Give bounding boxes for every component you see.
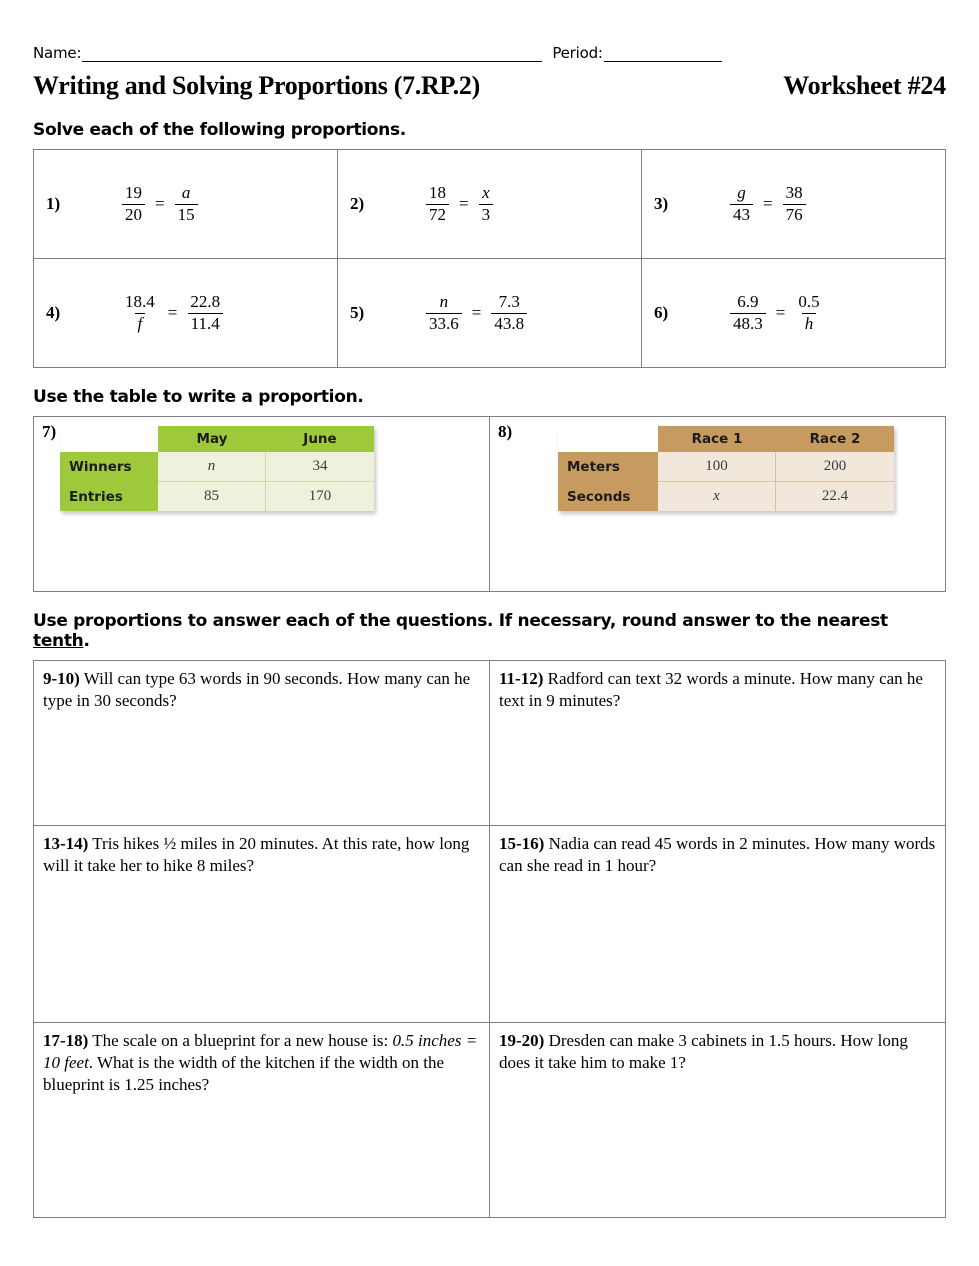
proportions-grid	[33, 149, 946, 368]
numerator: x	[482, 182, 490, 202]
denominator: h	[802, 313, 817, 334]
problem-body: Will can type 63 words in 90 seconds. How many can he type in 30 seconds?	[43, 669, 471, 710]
problem-math-expression: 0.5 inches = 10 feet	[43, 1031, 478, 1072]
problem-body-part-1: The scale on a blueprint for a new house is:	[88, 1031, 393, 1050]
winners-entries-table	[60, 426, 374, 511]
word-heading-underlined-word: tenth	[33, 631, 84, 651]
denominator: 43.8	[491, 313, 527, 334]
page-title: Writing and Solving Proportions (7.RP.2)	[33, 71, 480, 100]
equation-5	[382, 292, 527, 334]
table-row	[34, 1023, 946, 1218]
problem-number: 3)	[654, 194, 669, 213]
table-row	[558, 452, 894, 482]
problem-body: Radford can text 32 words a minute. How many can he text in 9 minutes?	[499, 669, 923, 710]
numerator: 38	[785, 182, 803, 202]
table-row	[60, 452, 374, 482]
denominator: f	[135, 313, 146, 334]
name-label: Name:	[33, 44, 82, 62]
fraction-right	[479, 183, 494, 225]
problem-number: 19-20)	[499, 1031, 545, 1050]
equals-sign: =	[471, 303, 482, 322]
table-row	[34, 150, 946, 259]
proportion-cell-5[interactable]	[338, 259, 642, 368]
problem-number: 2)	[350, 194, 365, 213]
fraction-right	[187, 292, 223, 334]
equals-sign: =	[155, 194, 165, 213]
table-row	[60, 426, 374, 452]
table-corner-blank	[558, 426, 658, 452]
proportion-cell-6[interactable]	[642, 259, 946, 368]
worksheet-number: Worksheet #24	[783, 71, 946, 100]
word-problem-9-10[interactable]	[34, 661, 490, 826]
proportion-cell-1[interactable]	[34, 150, 338, 259]
fraction-right	[175, 183, 198, 225]
table-corner-blank	[60, 426, 158, 452]
word-problem-19-20[interactable]	[490, 1023, 946, 1218]
cell-meters-race-2: 200	[776, 452, 894, 482]
problem-number: 9-10)	[43, 669, 80, 688]
column-header-race-2: Race 2	[776, 426, 894, 452]
equals-sign: =	[775, 303, 786, 322]
table-question-8[interactable]	[490, 417, 946, 592]
table-row	[558, 482, 894, 511]
fraction-left	[730, 183, 753, 225]
equation-4	[78, 292, 223, 334]
problem-number: 17-18)	[43, 1031, 89, 1050]
cell-meters-race-1: 100	[658, 452, 776, 482]
equation-2	[382, 183, 493, 225]
denominator: 3	[479, 204, 494, 225]
numerator: 6.9	[737, 291, 759, 311]
problem-number: 5)	[350, 303, 365, 322]
equals-sign: =	[167, 303, 178, 322]
numerator: 7.3	[498, 291, 520, 311]
denominator: 43	[730, 204, 753, 225]
word-problem-text	[43, 833, 480, 877]
equation-6	[686, 292, 823, 334]
numerator: 22.8	[190, 291, 221, 311]
fraction-right	[795, 292, 822, 334]
problem-body-part-2: . What is the width of the kitchen if the width on the blueprint is 1.25 inches?	[43, 1052, 444, 1094]
row-header-seconds: Seconds	[558, 482, 658, 511]
solve-section-heading: Solve each of the following proportions.	[33, 120, 406, 140]
cell-winners-may: n	[158, 452, 266, 482]
period-label: Period:	[552, 44, 603, 62]
numerator: 19	[125, 182, 142, 202]
word-problem-text	[43, 1030, 480, 1095]
mini-table-wrapper-green	[42, 426, 481, 511]
denominator: 15	[175, 204, 198, 225]
denominator: 11.4	[188, 313, 223, 334]
meters-seconds-table	[558, 426, 894, 511]
problem-number: 4)	[46, 303, 61, 322]
title-row	[33, 71, 946, 101]
numerator: 0.5	[798, 291, 820, 311]
word-heading-text-after: .	[83, 631, 90, 651]
column-header-race-1: Race 1	[658, 426, 776, 452]
numerator: a	[181, 182, 191, 202]
problem-number: 6)	[654, 303, 669, 322]
equals-sign: =	[459, 194, 469, 213]
equation-3	[686, 183, 806, 225]
proportion-cell-2[interactable]	[338, 150, 642, 259]
denominator: 33.6	[426, 313, 462, 334]
numerator: g	[737, 182, 746, 202]
table-questions-grid	[33, 416, 946, 592]
proportion-cell-4[interactable]	[34, 259, 338, 368]
word-problem-text	[499, 668, 936, 712]
cell-winners-june: 34	[266, 452, 374, 482]
numerator: 18.4	[125, 291, 155, 311]
row-header-winners: Winners	[60, 452, 158, 482]
proportion-cell-3[interactable]	[642, 150, 946, 259]
table-row	[34, 259, 946, 368]
fraction-left	[730, 292, 766, 334]
row-header-entries: Entries	[60, 482, 158, 511]
denominator: 20	[122, 204, 145, 225]
fraction-right	[783, 183, 806, 225]
equation-1	[78, 183, 198, 225]
cell-entries-may: 85	[158, 482, 266, 511]
word-problem-text	[499, 833, 936, 877]
problem-number: 11-12)	[499, 669, 544, 688]
name-period-row	[33, 0, 946, 62]
cell-seconds-race-2: 22.4	[776, 482, 894, 511]
fraction-right	[491, 292, 527, 334]
word-problem-13-14[interactable]	[34, 826, 490, 1023]
fraction-left	[122, 183, 145, 225]
equals-sign: =	[763, 194, 773, 213]
word-problem-text	[43, 668, 480, 712]
column-header-may: May	[158, 426, 266, 452]
fraction-left	[426, 292, 462, 334]
problem-number: 7)	[42, 422, 57, 441]
problem-body: Tris hikes ½ miles in 20 minutes. At this rate, how long will it take her to hike 8 miles?	[43, 834, 470, 875]
fraction-left	[426, 183, 449, 225]
word-heading-text-before: Use proportions to answer each of the questions. If necessary, round answer to the nearest	[33, 611, 888, 631]
table-row	[34, 417, 946, 592]
cell-seconds-race-1: x	[658, 482, 776, 511]
denominator: 48.3	[730, 313, 766, 334]
fraction-left	[122, 292, 158, 334]
problem-number: 13-14)	[43, 834, 89, 853]
column-header-june: June	[266, 426, 374, 452]
problem-body: Nadia can read 45 words in 2 minutes. How many words can she read in 1 hour?	[499, 834, 936, 875]
table-row	[34, 826, 946, 1023]
word-problem-text	[499, 1030, 936, 1074]
word-problem-15-16[interactable]	[490, 826, 946, 1023]
name-blank-line[interactable]	[82, 48, 542, 62]
denominator: 76	[783, 204, 806, 225]
problem-body: Dresden can make 3 cabinets in 1.5 hours. How long does it take him to make 1?	[499, 1031, 908, 1072]
numerator: 18	[429, 182, 446, 202]
word-problem-17-18[interactable]	[34, 1023, 490, 1218]
table-row	[60, 482, 374, 511]
period-blank-line[interactable]	[604, 48, 722, 62]
problem-number: 15-16)	[499, 834, 545, 853]
numerator: n	[439, 291, 449, 311]
cell-entries-june: 170	[266, 482, 374, 511]
mini-table-wrapper-brown	[498, 426, 937, 511]
table-row	[34, 661, 946, 826]
word-problem-11-12[interactable]	[490, 661, 946, 826]
problem-number: 1)	[46, 194, 61, 213]
table-section-heading: Use the table to write a proportion.	[33, 387, 364, 407]
table-question-7[interactable]	[34, 417, 490, 592]
table-row	[558, 426, 894, 452]
problem-number: 8)	[498, 422, 513, 441]
word-problems-grid	[33, 660, 946, 1218]
row-header-meters: Meters	[558, 452, 658, 482]
denominator: 72	[426, 204, 449, 225]
word-problems-heading	[33, 611, 946, 651]
